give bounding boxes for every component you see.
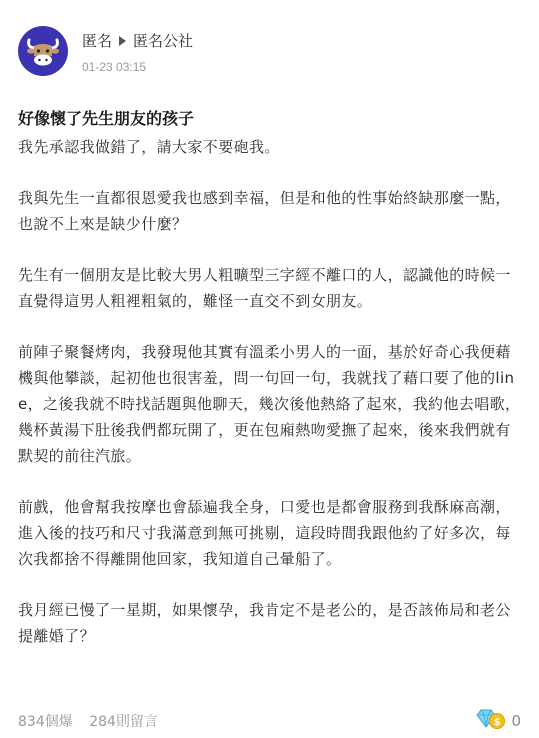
- post-paragraph: 前戲，他會幫我按摩也會舔遍我全身，口愛也是都會服務到我酥麻高潮，進入後的技巧和尺寸我滿意到無可挑剔，這段時間我跟他約了好多次，每次我都捨不得離開他回家，我知道自己暈船了。: [18, 498, 511, 568]
- comments-count[interactable]: 284則留言: [89, 714, 158, 730]
- post-paragraph: 先生有一個朋友是比較大男人粗曠型三字經不離口的人，認識他的時候一直覺得這男人粗裡粗氣的，難怪一直交不到女朋友。: [18, 266, 511, 310]
- svg-text:$: $: [493, 717, 501, 728]
- post-meta: [82, 26, 193, 74]
- views-count: 834個爆: [18, 714, 73, 730]
- cow-icon[interactable]: [18, 26, 68, 76]
- diamond-coin-icon: [475, 708, 505, 734]
- reward-count: 0: [511, 712, 521, 730]
- post-footer: [18, 708, 521, 734]
- post-paragraph: 我先承認我做錯了，請大家不要砲我。: [18, 138, 280, 156]
- post-stats: [18, 711, 158, 731]
- post-body: [18, 134, 523, 674]
- breadcrumb: [82, 32, 193, 50]
- post-timestamp: 01-23 03:15: [82, 60, 147, 74]
- post-paragraph: 我與先生一直都很恩愛我也感到幸福，但是和他的性事始終缺那麼一點，也說不上來是缺少什麼？: [18, 189, 511, 233]
- post-title: 好像懷了先生朋友的孩子: [18, 109, 195, 128]
- caret-right-icon: [119, 36, 126, 46]
- post-paragraph: 我月經已慢了一星期，如果懷孕，我肯定不是老公的，是否該佈局和老公提離婚了？: [18, 601, 511, 645]
- reward-button[interactable]: [475, 708, 521, 734]
- post-header: [18, 26, 193, 76]
- breadcrumb-board[interactable]: 匿名公社: [133, 32, 194, 50]
- post-paragraph: 前陣子聚餐烤肉，我發現他其實有溫柔小男人的一面，基於好奇心我便藉機與他攀談，起初他也很害羞，問一句回一句，我就找了藉口要了他的line，之後我就不時找話題與他聊天，幾次後他熱絡了起來，我約他去唱歌，幾杯黃湯下肚後我們都玩開了，更在包廂熱吻愛撫了起來，後來我們就有默契的前往汽旅。: [18, 343, 521, 465]
- breadcrumb-parent[interactable]: 匿名: [82, 32, 113, 50]
